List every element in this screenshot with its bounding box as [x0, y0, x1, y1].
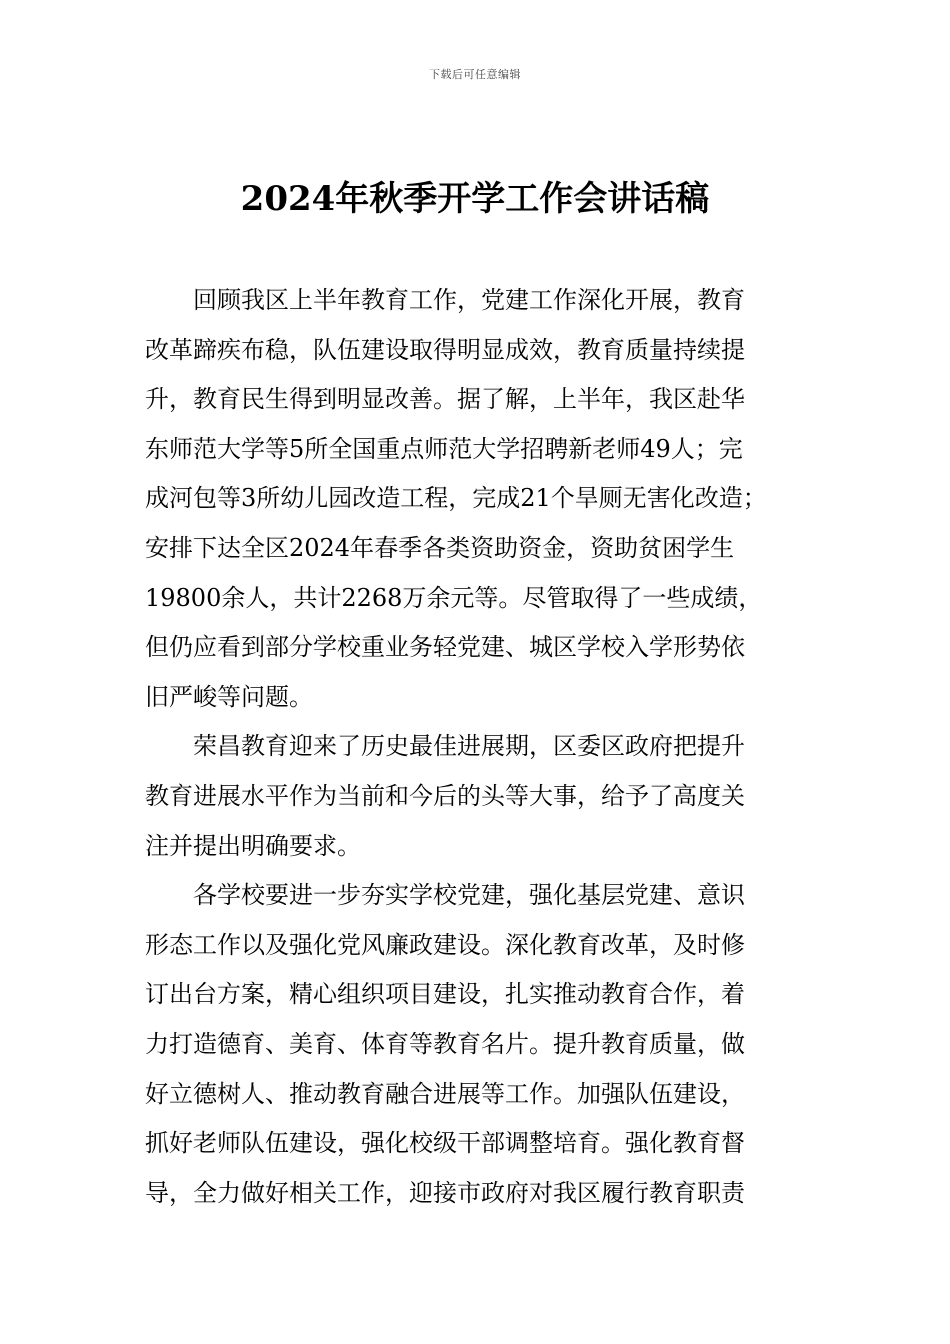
body-paragraph: 各学校要进一步夯实学校党建，强化基层党建、意识 形态工作以及强化党风廉政建设。深化教育改革，及时修 订出台方案，精心组织项目建设，扎实推动教育合作，着 力打造德育、美育、体育等教育名片。提升教育质量，做 好立德树人、推动教育融合进展等工作。加强队伍建设， 抓好老师队伍建设，强化校级干部调整培育。强化教育督 导，全力做好相关工作，迎接市政府对我区履行教育职责: [145, 881, 745, 1207]
body-paragraph: 回顾我区上半年教育工作，党建工作深化开展，教育 改革蹄疾布稳，队伍建设取得明显成效，教育质量持续提 升，教育民生得到明显改善。据了解，上半年，我区赴华 东师范大学等5所全国重点师范大学招聘新老师49人；完 成河包等3所幼儿园改造工程，完成21个旱厕无害化改造； 安排下达全区2024年春季各类资助资金，资助贫困学生 19800余人，共计2268万余元等。尽管取得了一些成绩， 但仍应看到部分学校重业务轻党建、城区学校入学形势依 旧严峻等问题。: [145, 286, 767, 711]
body-paragraph: 荣昌教育迎来了历史最佳进展期，区委区政府把提升 教育进展水平作为当前和今后的头等大事，给予了高度关 注并提出明确要求。: [145, 732, 745, 860]
header-note: 下载后可任意编辑: [429, 68, 521, 81]
document-title: 2024年秋季开学工作会讲话稿: [240, 179, 710, 219]
document-body: [145, 276, 813, 1218]
